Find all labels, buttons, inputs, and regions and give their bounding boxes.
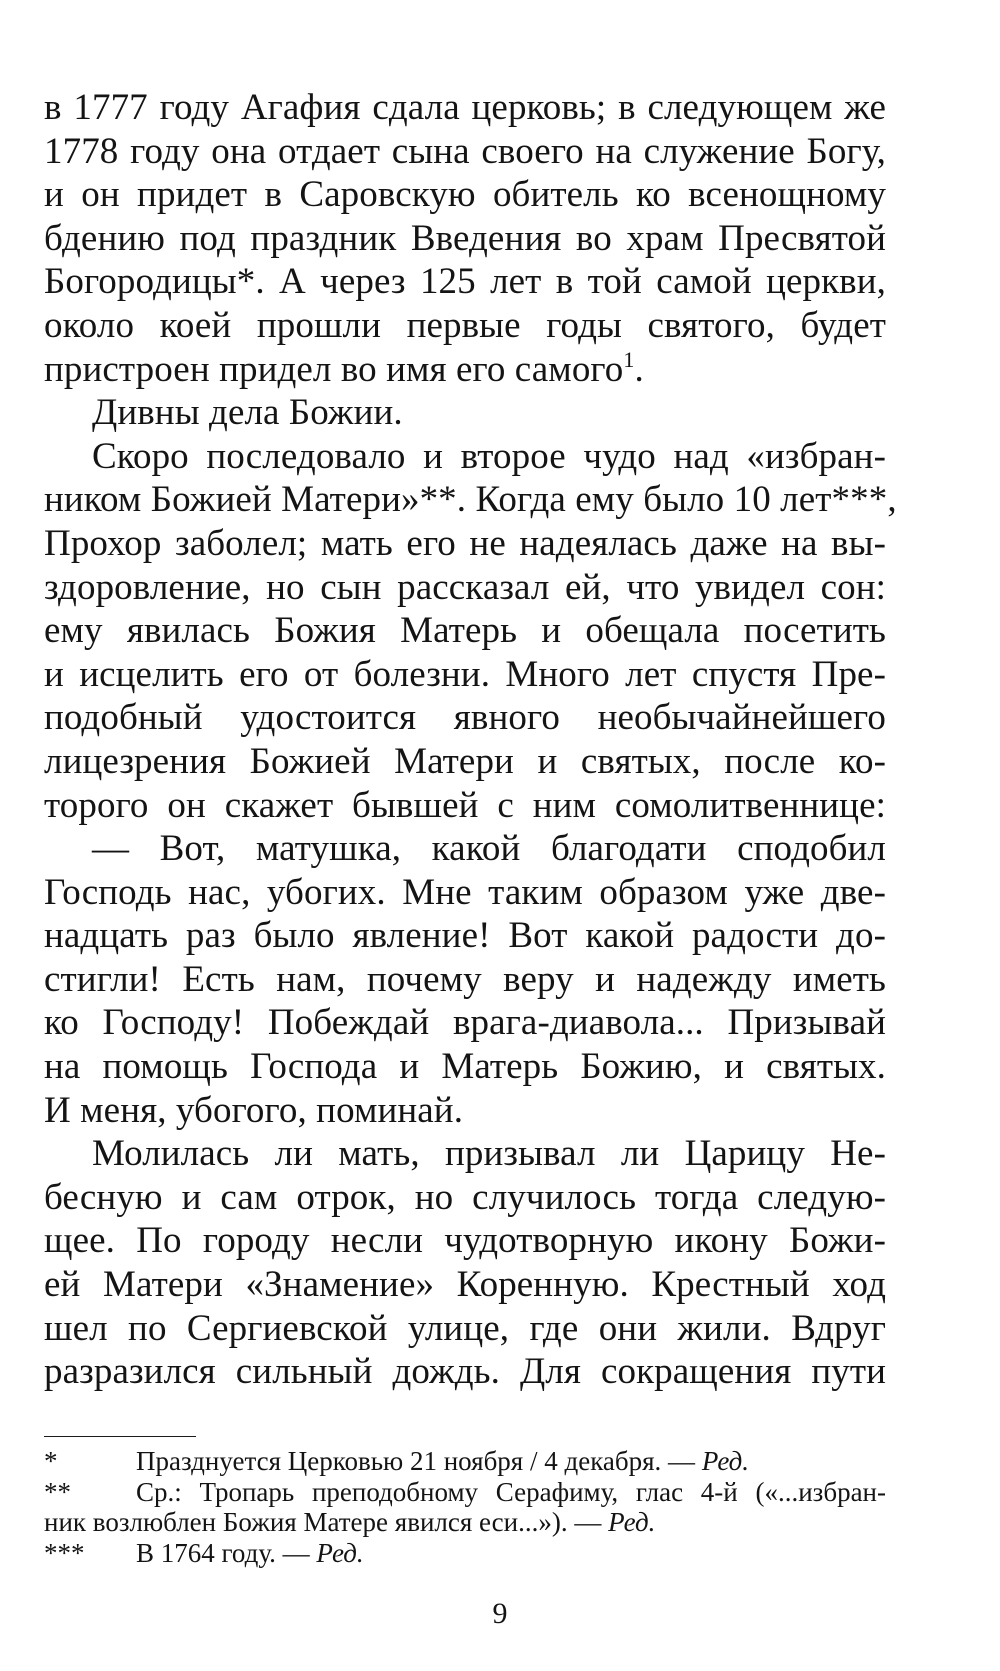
text-line: надцать раз было явление! Вот какой радости до- — [44, 915, 886, 957]
text-line: ко Господу! Побеждай врага-диавола... Призывай — [44, 1002, 886, 1044]
text-line: И меня, убогого, поминай. — [44, 1089, 464, 1131]
text-line — [44, 827, 886, 871]
footnote-reference: 1 — [623, 346, 635, 372]
footnote-continuation — [44, 1507, 886, 1538]
page-number: 9 — [492, 1597, 508, 1630]
text-line: бесную и сам отрок, но случилось тогда следую- — [44, 1176, 886, 1218]
footnote-mark: ** — [44, 1476, 71, 1507]
text-line-content: — Вот, матушка, какой благодати сподобил — [92, 828, 886, 870]
text-line-content: Скоро последовало и второе чудо над «избран- — [92, 435, 886, 477]
text-line: шел по Сергиевской улице, где они жили. Вдруг — [44, 1307, 886, 1349]
text-line-content: Дивны дела Божии. — [92, 392, 403, 434]
text-line: и он придет в Саровскую обитель ко всенощному — [44, 174, 886, 216]
footnote — [44, 1538, 886, 1569]
footnote-text: ник возлюблен Божия Матере явился еси...»). — — [44, 1507, 609, 1537]
text-line-content: пристроен придел во имя его самого — [44, 348, 624, 390]
text-line: бдению под праздник Введения во храм Пресвятой — [44, 217, 886, 259]
text-line: щее. По городу несли чудотворную икону Божи- — [44, 1220, 886, 1262]
text-line: Богородицы*. А через 125 лет в той самой церкви, — [44, 261, 886, 303]
text-line-content: Молилась ли мать, призывал ли Царицу Не- — [92, 1133, 886, 1175]
footnote — [44, 1477, 886, 1508]
text-line: лицезрения Божией Матери и святых, после ко- — [44, 740, 886, 782]
footnote-text: Ср.: Тропарь преподобному Серафиму, глас 4-й («...избран- — [136, 1476, 886, 1507]
text-line: торого он скажет бывшей с ним сомолитвеннице: — [44, 784, 886, 826]
footnote-text: В 1764 году. — — [136, 1537, 317, 1568]
text-line: ему явилась Божия Матерь и обещала посетить — [44, 610, 886, 652]
footnote-mark: * — [44, 1446, 58, 1476]
editor-note: Ред. — [608, 1507, 656, 1537]
footnote — [44, 1446, 886, 1477]
text-line: здоровление, но сын рассказал ей, что увидел сон: — [44, 566, 886, 608]
text-line: ником Божией Матери»**. Когда ему было 10 лет***, — [44, 479, 897, 521]
footnote-mark: *** — [44, 1537, 85, 1568]
text-line — [44, 348, 886, 392]
text-line — [44, 391, 886, 435]
text-line: около коей прошли первые годы святого, будет — [44, 304, 886, 346]
text-line: Господь нас, убогих. Мне таким образом уже две- — [44, 871, 886, 913]
text-line: подобный удостоится явного необычайнейшего — [44, 697, 886, 739]
editor-note: Ред. — [316, 1537, 364, 1568]
text-line: в 1777 году Агафия сдала церковь; в следующем же — [44, 87, 886, 128]
sentence-end: . — [634, 348, 644, 390]
text-line: на помощь Господа и Матерь Божию, и святых. — [44, 1046, 886, 1088]
text-line — [44, 1132, 886, 1176]
text-line: ей Матери «Знамение» Коренную. Крестный ход — [44, 1264, 886, 1306]
text-line: и исцелить его от болезни. Много лет спустя Пре- — [44, 653, 886, 695]
text-line — [44, 435, 886, 479]
main-text — [44, 86, 897, 1394]
footnote-text: Празднуется Церковью 21 ноября / 4 декабря. — — [136, 1446, 702, 1476]
text-line: стигли! Есть нам, почему веру и надежду иметь — [44, 958, 886, 1000]
footnotes — [44, 1446, 886, 1568]
text-line: 1778 году она отдает сына своего на служение Богу, — [44, 130, 886, 172]
editor-note: Ред. — [701, 1446, 750, 1476]
text-line: разразился сильный дождь. Для сокращения пути — [44, 1351, 886, 1393]
footnote-separator — [44, 1436, 196, 1437]
text-line: Прохор заболел; мать его не надеялась даже на вы- — [44, 522, 886, 564]
